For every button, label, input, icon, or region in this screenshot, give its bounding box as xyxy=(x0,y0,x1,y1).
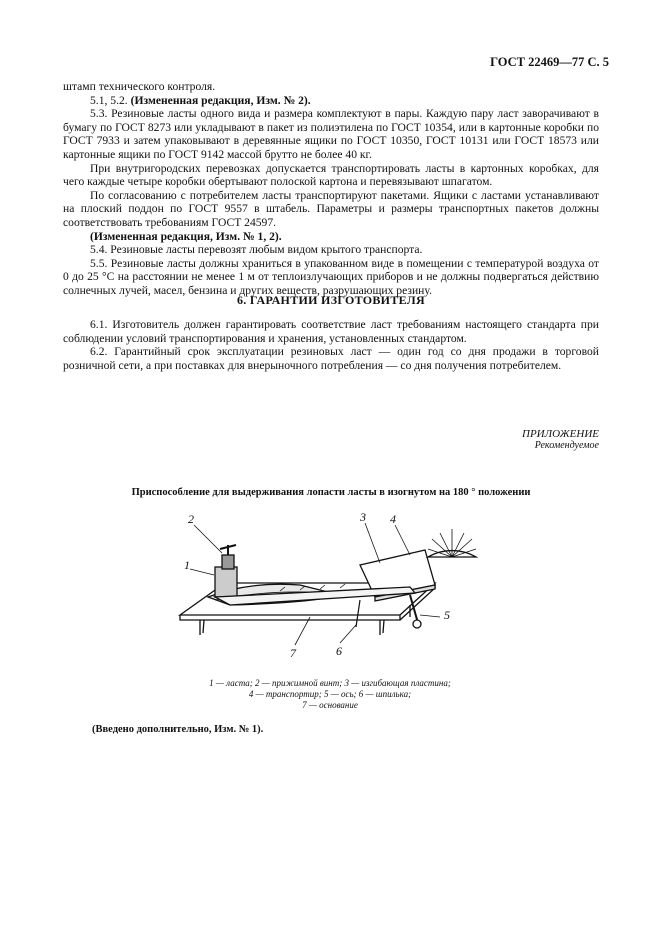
amendment-note: (Измененная редакция, Изм. № 2). xyxy=(130,93,311,107)
legend-line: 1 — ласта; 2 — прижимной винт; 3 — изгибающая пластина; xyxy=(209,678,451,688)
paragraph: По согласованию с потребителем ласты транспортируют пакетами. Ящики с ластами устанавливают на плоский поддон по ГОСТ 9557 в штабель. Параметры и размеры транспортных пакетов должны соответствовать требованиям ГОСТ 24597. xyxy=(63,188,599,229)
fixture-drawing xyxy=(170,505,500,665)
clause-ref: 5.1, 5.2. xyxy=(90,93,131,107)
paragraph: При внутригородских перевозках допускается транспортировать ласты в картонных коробках, для чего каждые четыре коробки обертывают полоской картона и перевязывают шпагатом. xyxy=(63,161,599,189)
figure-legend xyxy=(160,678,500,711)
figure-label-4: 4 xyxy=(390,512,396,526)
paragraph xyxy=(63,94,599,108)
paragraph: 6.1. Изготовитель должен гарантировать соответствие ласт требованиям настоящего стандарта при соблюдении условий транспортирования и хранения, установленных стандартом. xyxy=(63,318,599,345)
body-text xyxy=(63,80,599,298)
amendment-note: (Измененная редакция, Изм. № 1, 2). xyxy=(90,229,282,243)
legend-line: 4 — транспортир; 5 — ось; 6 — шпилька; xyxy=(248,689,412,699)
section-text xyxy=(63,318,599,372)
paragraph: 5.5. Резиновые ласты должны храниться в упакованном виде в помещении с температурой воздуха от 0 до 25 °С на расстоянии не менее 1 м от теплоизлучающих приборов и не должны подвергаться действию солнечных лучей, масел, бензина и других веществ, разрушающих резину. xyxy=(63,256,599,297)
appendix-subtitle: Рекомендуемое xyxy=(534,440,599,451)
figure-label-7: 7 xyxy=(290,646,296,660)
paragraph: 5.4. Резиновые ласты перевозят любым видом крытого транспорта. xyxy=(90,243,423,257)
legend-line: 7 — основание xyxy=(302,700,358,710)
figure-label-5: 5 xyxy=(444,608,450,622)
page-header: ГОСТ 22469—77 С. 5 xyxy=(490,55,609,69)
paragraph: штамп технического контроля. xyxy=(63,80,216,93)
amendment-footnote: (Введено дополнительно, Изм. № 1). xyxy=(92,724,264,735)
figure-label-2: 2 xyxy=(188,512,194,526)
section-title: 6. ГАРАНТИИ ИЗГОТОВИТЕЛЯ xyxy=(237,293,425,307)
figure-label-3: 3 xyxy=(360,510,366,524)
figure-title: Приспособление для выдерживания лопасти ласты в изогнутом на 180 ° положении xyxy=(131,487,531,498)
figure-label-1: 1 xyxy=(184,558,190,572)
figure-label-6: 6 xyxy=(336,644,342,658)
paragraph: 5.3. Резиновые ласты одного вида и размера комплектуют в пары. Каждую пару ласт заворачивают в бумагу по ГОСТ 8273 или укладывают в пакет из полиэтилена по ГОСТ 10354, или в картонные коробки по ГОСТ 7933 и затем упаковывают в деревянные ящики по ГОСТ 10350, ГОСТ 10131 или ГОСТ 18573 или картонные ящики по ГОСТ 9142 массой брутто не более 40 кг. xyxy=(63,107,599,161)
appendix-heading xyxy=(522,428,599,452)
appendix-title: ПРИЛОЖЕНИЕ xyxy=(522,428,599,440)
paragraph: 6.2. Гарантийный срок эксплуатации резиновых ласт — один год со дня продажи в торговой розничной сети, а при поставках для внерыночного потребления — со дня получения потребителем. xyxy=(63,345,599,372)
